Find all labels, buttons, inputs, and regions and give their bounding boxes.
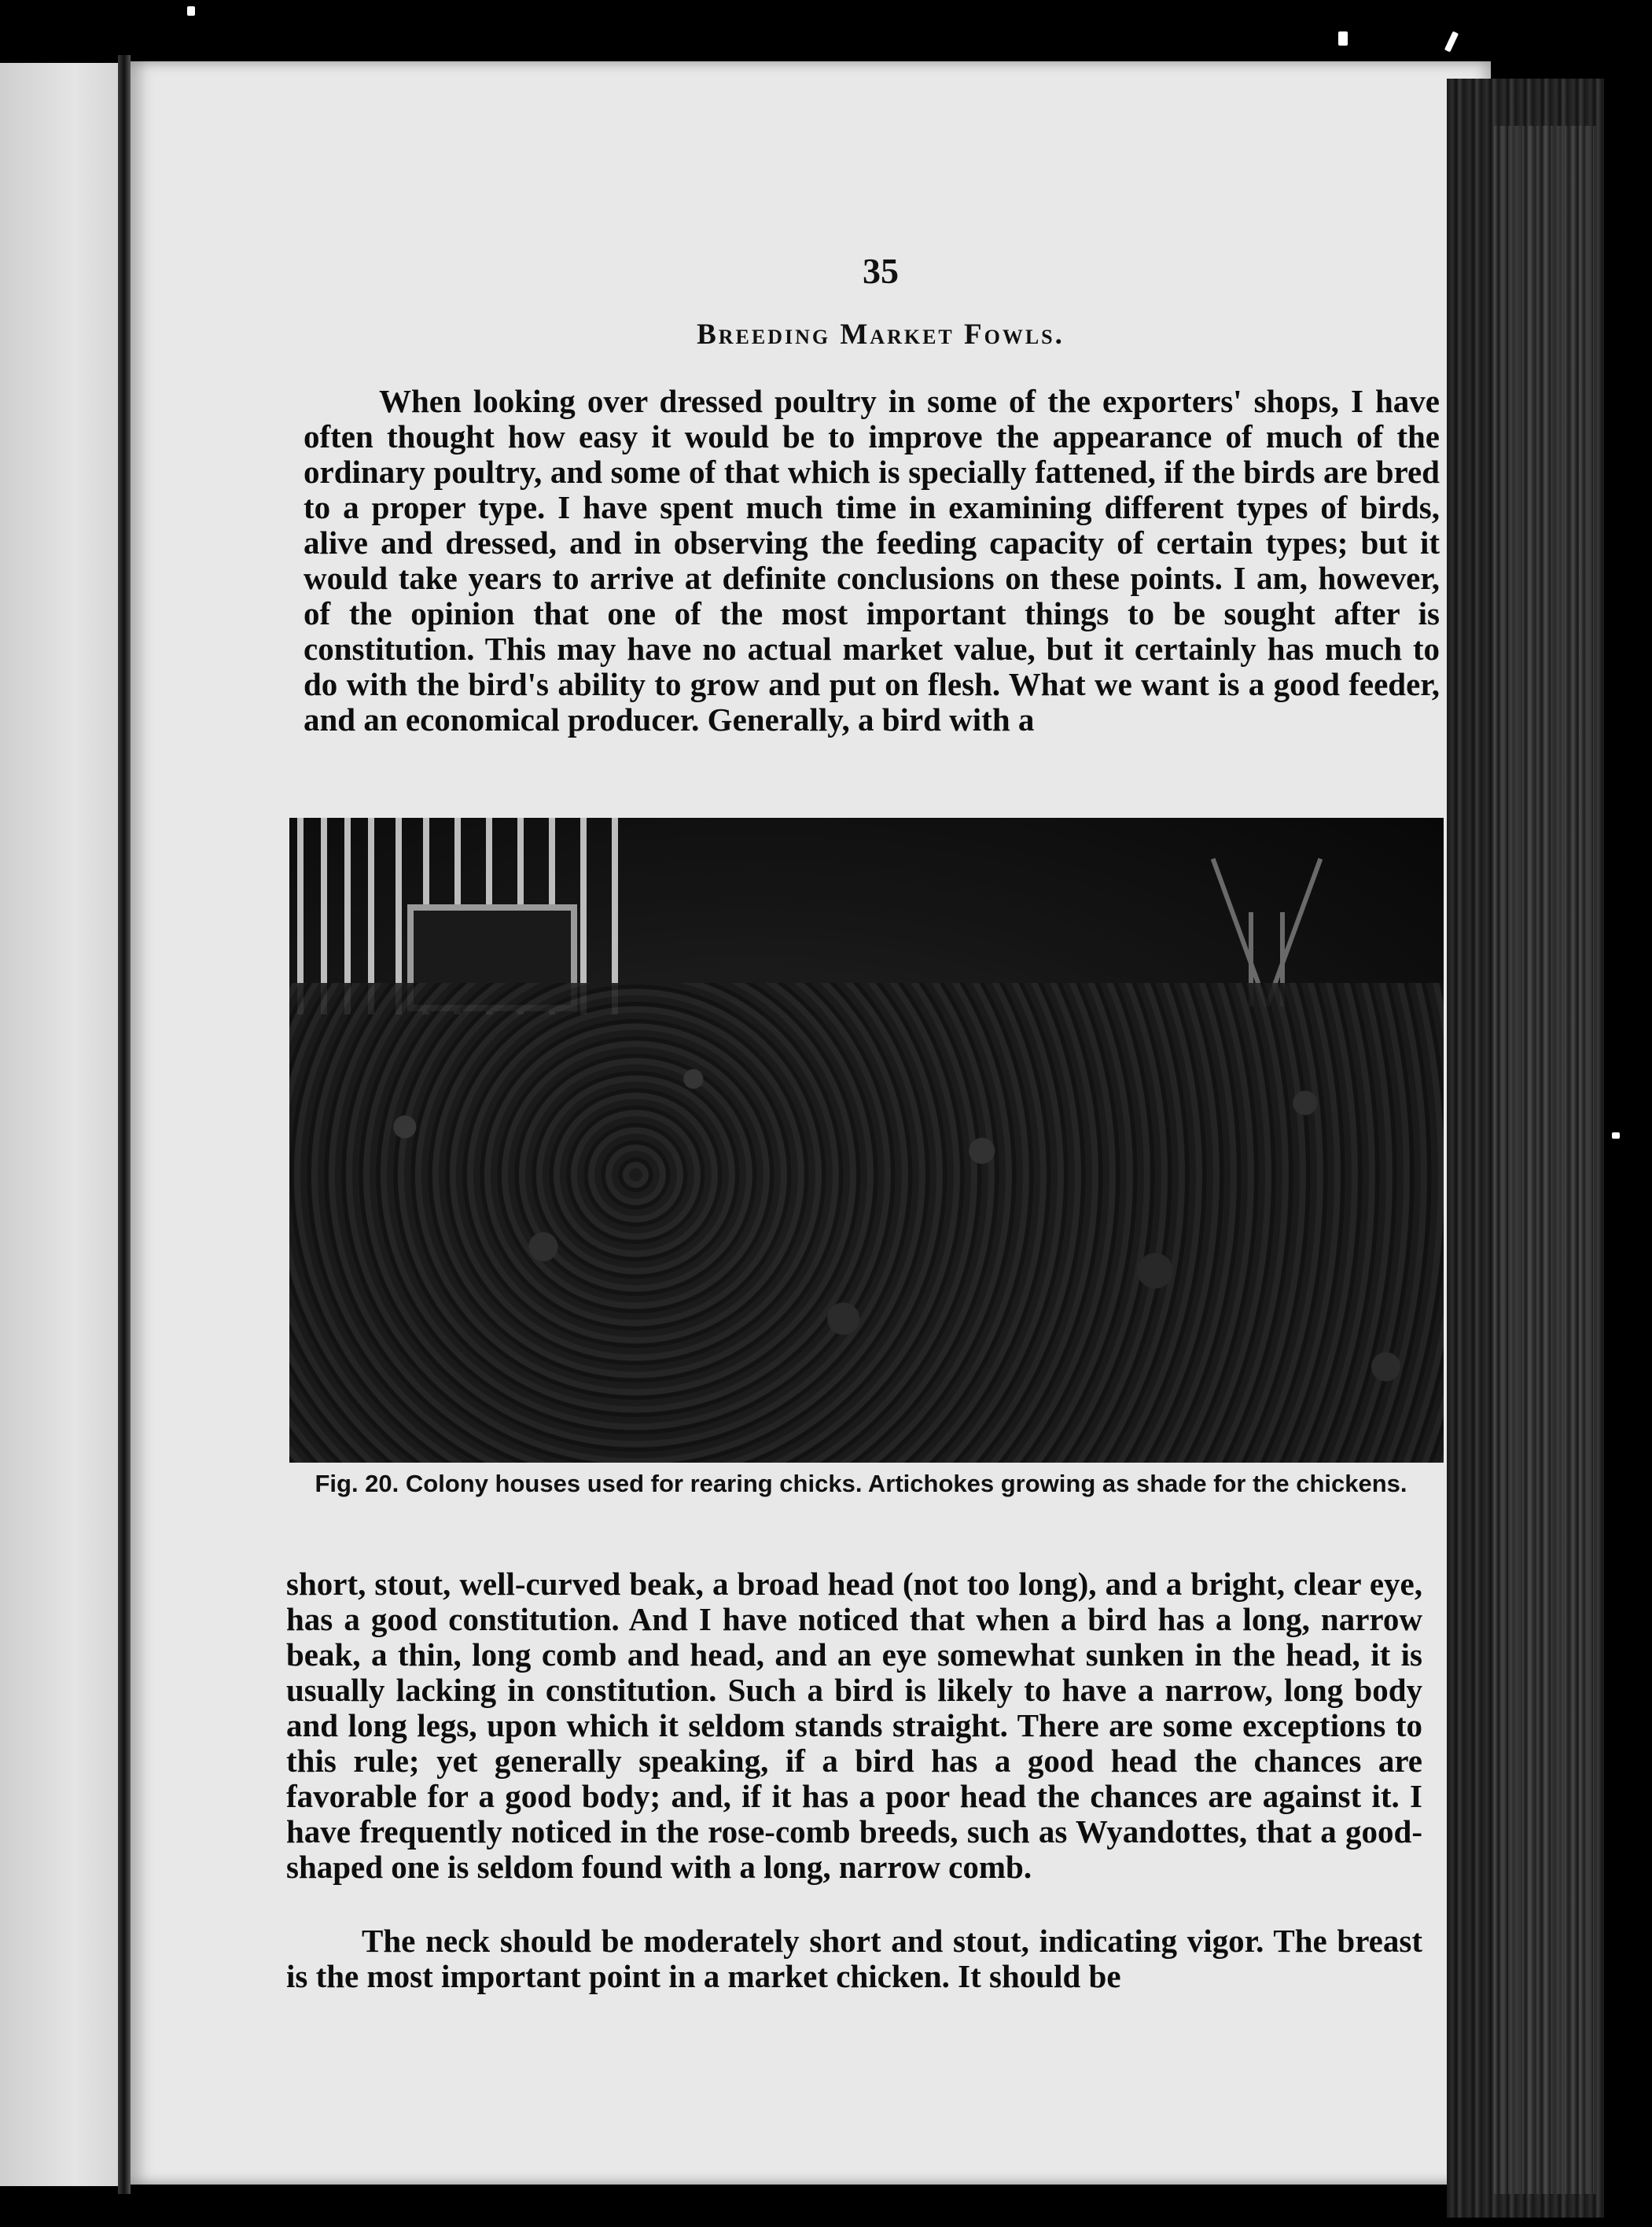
page-number: 35 — [863, 251, 899, 291]
figure-label: Fig. 20. — [315, 1470, 399, 1497]
scan-speck — [1338, 31, 1348, 46]
body-paragraph: The neck should be moderately short and stout, indicating vigor. The breast is the most important point in a market chicken. It should be — [286, 1923, 1422, 1994]
page-heading: Breeding Market Fowls. — [697, 318, 1065, 351]
page-stack-highlight — [1494, 126, 1596, 2194]
scan-speck — [1444, 31, 1459, 53]
figure-caption — [291, 1467, 1431, 1500]
figure-caption-text: Colony houses used for rearing chicks. Artichokes growing as shade for the chickens. — [405, 1470, 1407, 1497]
a-frame-coop — [1201, 834, 1335, 1007]
scan-speck — [1612, 1132, 1620, 1139]
figure-photo — [289, 818, 1444, 1463]
body-paragraph: short, stout, well-curved beak, a broad head (not too long), and a bright, clear eye, has a good constitution. And I have noticed that when a bird has a long, narrow beak, a thin, long comb and head, and an eye somewhat sunken in the head, it is usually lacking in constitution. Such a bird is likely to have a narrow, long body and long legs, upon which it seldom stands straight. There are some exceptions to this rule; yet generally speaking, if a bird has a good head the chances are favorable for a good body; and, if it has a poor head the chances are against it. I have frequently noticed in the rose-comb breeds, such as Wyandottes, that a good-shaped one is seldom found with a long, narrow comb. — [286, 1566, 1422, 1885]
body-paragraph: When looking over dressed poultry in some of the exporters' shops, I have often thought how easy it would be to improve the appearance of much of the ordinary poultry, and some of that which is specially fattened, if the birds are bred to a proper type. I have spent much time in examining different types of birds, alive and dressed, and in observing the feeding capacity of certain types; but it would take years to arrive at definite conclusions on these points. I am, however, of the opinion that one of the most important things to be sought after is constitution. This may have no actual market value, but it certainly has much to do with the bird's ability to grow and put on flesh. What we want is a good feeder, and an economical producer. Generally, a bird with a — [304, 383, 1440, 738]
book-gutter — [118, 55, 131, 2194]
left-page-edge — [0, 63, 124, 2186]
scan-speck — [187, 6, 195, 16]
artichoke-foliage — [289, 983, 1444, 1463]
